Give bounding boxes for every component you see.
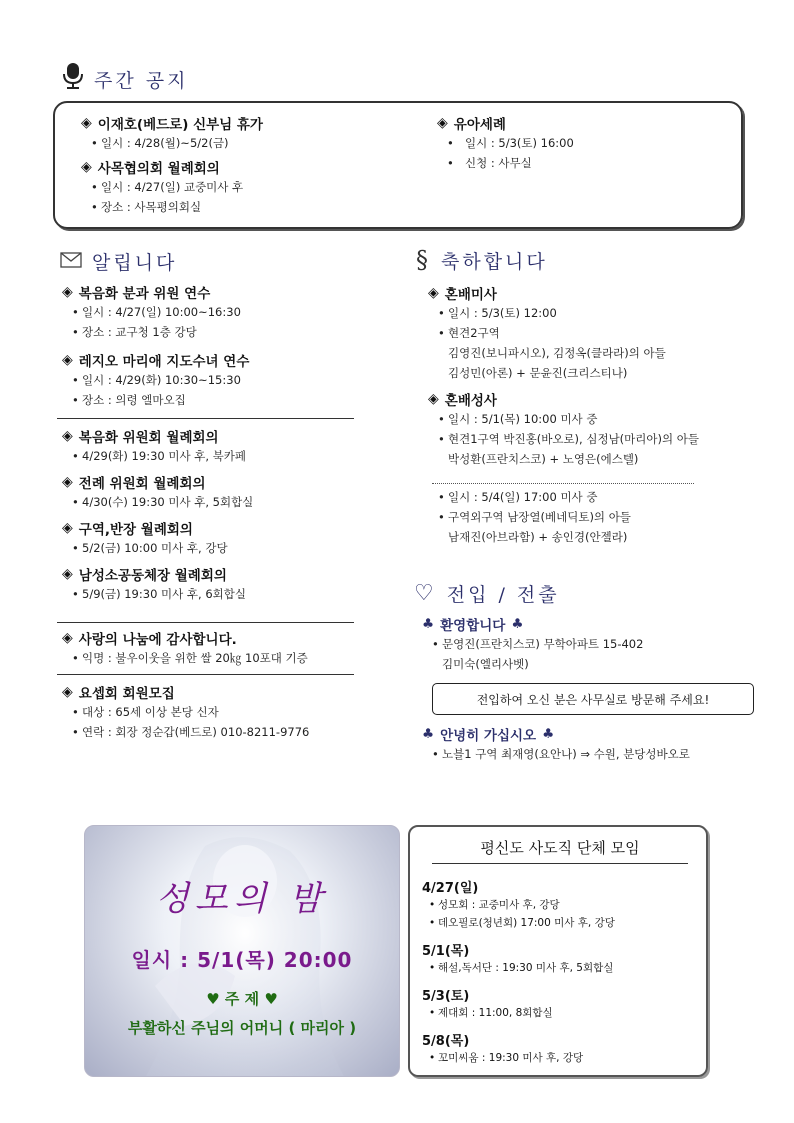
lay-apostolate-title: 평신도 사도직 단체 모임: [432, 837, 688, 864]
diamond-icon: ◈: [62, 630, 73, 646]
announce-heading: ◈ 요셉회 회원모집: [62, 684, 175, 702]
group-date: 5/8(목): [422, 1034, 470, 1049]
notice-heading: ◈ 이재호(베드로) 신부님 휴가: [81, 115, 263, 133]
announcements-group-1: [62, 282, 362, 410]
group-schedule: [422, 873, 702, 1067]
announce-heading: ◈ 레지오 마리애 지도수녀 연수: [62, 352, 250, 370]
group-item: • 해설,독서단 : 19:30 미사 후, 5회합실: [422, 959, 702, 977]
announce-line: • 일시 : 4/27(일) 10:00~16:30: [62, 302, 362, 322]
congrats-line: 김영진(보니파시오), 김정옥(클라라)의 아들: [448, 346, 666, 360]
weekly-notice-box: [53, 101, 743, 229]
wedding-mass: [428, 283, 758, 469]
announce-line: • 대상 : 65세 이상 본당 신자: [62, 702, 372, 722]
move-title: ♡ 전입 / 전출: [414, 581, 560, 606]
announce-heading: ◈ 복음화 위원회 월례회의: [62, 428, 219, 446]
announce-heading: ◈ 전례 위원회 월례회의: [62, 474, 206, 492]
diamond-icon: ◈: [62, 352, 73, 368]
heart-outline-icon: ♡: [414, 581, 437, 606]
congrats-line: • 일시 : 5/3(토) 12:00: [428, 303, 758, 323]
announce-line: • 5/2(금) 10:00 미사 후, 강당: [62, 538, 362, 558]
congrats-line: 김성민(아론) + 문윤진(크리스티나): [448, 366, 628, 380]
notice-line: • 일시 : 5/3(토) 16:00: [437, 133, 727, 153]
announce-heading: ◈ 복음화 분과 위원 연수: [62, 284, 211, 302]
diamond-icon: ◈: [81, 159, 92, 175]
move-farewell: [422, 724, 782, 764]
announce-line: • 익명 : 불우이웃을 위한 쌀 20㎏ 10포대 기증: [62, 648, 372, 668]
announcements-group-2: [62, 426, 362, 604]
diamond-icon: ◈: [428, 391, 439, 407]
club-icon: ♣: [511, 616, 524, 632]
congrats-title: § 축하합니다: [416, 246, 548, 274]
diamond-icon: ◈: [428, 285, 439, 301]
group-date: 5/3(토): [422, 989, 470, 1004]
notice-line: • 일시 : 4/27(일) 교중미사 후: [81, 177, 411, 197]
diamond-icon: ◈: [62, 428, 73, 444]
notice-heading: ◈ 사목협의회 월례회의: [81, 159, 220, 177]
congrats-heading: ◈ 혼배미사: [428, 285, 497, 303]
mary-night-theme: ♥ 주 제 ♥: [206, 990, 278, 1008]
group-date: 5/1(목): [422, 944, 470, 959]
announce-heading: ◈ 사랑의 나눔에 감사합니다.: [62, 630, 237, 648]
group-item: • 꼬미씨움 : 19:30 미사 후, 강당: [422, 1049, 702, 1067]
move-welcome: [422, 614, 762, 674]
club-icon: ♣: [422, 616, 435, 632]
microphone-icon: [62, 62, 84, 96]
notice-line: • 일시 : 4/28(월)~5/2(금): [81, 133, 411, 153]
farewell-heading: ♣ 안녕히 가십시오 ♣: [422, 726, 555, 744]
announce-line: • 4/30(수) 19:30 미사 후, 5회합실: [62, 492, 362, 512]
mary-night-date: 일시 : 5/1(목) 20:00: [131, 948, 353, 972]
announce-line: • 일시 : 4/29(화) 10:30~15:30: [62, 370, 362, 390]
divider: [57, 622, 354, 623]
dotted-divider: [432, 483, 694, 484]
diamond-icon: ◈: [62, 566, 73, 582]
congrats-line: • 현견2구역: [428, 323, 758, 343]
diamond-icon: ◈: [437, 115, 448, 131]
weekly-notice-title: 주간 공지: [62, 62, 188, 96]
divider: [57, 674, 354, 675]
group-date: 4/27(일): [422, 881, 479, 896]
group-item: • 성모회 : 교중미사 후, 강당: [422, 896, 702, 914]
announce-heading: ◈ 구역,반장 월례회의: [62, 520, 193, 538]
mary-night-poster: [84, 825, 400, 1077]
welcome-line: • 문영진(프란치스코) 무학아파트 15-402: [422, 634, 762, 654]
wedding-sacrament-2: [428, 487, 758, 547]
congrats-line: • 구역외구역 남장열(베네딕토)의 아들: [428, 507, 758, 527]
group-item: • 데오필로(청년회) 17:00 미사 후, 강당: [422, 914, 702, 932]
divider: [57, 418, 354, 419]
welcome-heading: ♣ 환영합니다 ♣: [422, 616, 524, 634]
diamond-icon: ◈: [62, 684, 73, 700]
welcome-note: 전입하여 오신 분은 사무실로 방문해 주세요!: [432, 683, 754, 715]
congrats-line: • 일시 : 5/4(일) 17:00 미사 중: [428, 487, 758, 507]
announce-line: • 연락 : 회장 정순갑(베드로) 010-8211-9776: [62, 722, 372, 742]
lay-apostolate-box: [408, 825, 708, 1077]
club-icon: ♣: [422, 726, 435, 742]
notice-line: • 장소 : 사목평의회실: [81, 197, 411, 217]
farewell-line: • 노블1 구역 최재영(요안나) ⇒ 수원, 분당성바오로: [422, 744, 782, 764]
congrats-line: 박성환(프란치스코) + 노영은(에스텔): [448, 452, 639, 466]
congrats-line: 남재진(아브라함) + 송인경(안젤라): [448, 530, 628, 544]
congrats-line: • 현견1구역 박진홍(바오로), 심정남(마리아)의 아들: [428, 429, 758, 449]
announce-heading: ◈ 남성소공동체장 월례회의: [62, 566, 227, 584]
club-icon: ♣: [542, 726, 555, 742]
announce-line: • 5/9(금) 19:30 미사 후, 6회합실: [62, 584, 362, 604]
mary-night-subject: 부활하신 주님의 어머니 ( 마리아 ): [127, 1019, 357, 1037]
diamond-icon: ◈: [62, 520, 73, 536]
envelope-icon: [60, 249, 82, 274]
congrats-heading: ◈ 혼배성사: [428, 391, 497, 409]
notice-heading: ◈ 유아세례: [437, 115, 506, 133]
diamond-icon: ◈: [81, 115, 92, 131]
notice-line: • 신청 : 사무실: [437, 153, 727, 173]
announce-line: • 장소 : 교구청 1층 강당: [62, 322, 362, 342]
mary-night-title: 성모의 밤: [155, 879, 329, 919]
welcome-line: 김미숙(엘리사벳): [442, 657, 529, 671]
announcements-group-3: [62, 628, 372, 668]
group-item: • 제대회 : 11:00, 8회합실: [422, 1004, 702, 1022]
section-icon: §: [416, 246, 431, 274]
announce-line: • 4/29(화) 19:30 미사 후, 북카페: [62, 446, 362, 466]
announcements-title: 알립니다: [60, 248, 177, 275]
congrats-line: • 일시 : 5/1(목) 10:00 미사 중: [428, 409, 758, 429]
announcements-group-4: [62, 682, 372, 742]
diamond-icon: ◈: [62, 284, 73, 300]
diamond-icon: ◈: [62, 474, 73, 490]
announce-line: • 장소 : 의령 엘마오집: [62, 390, 362, 410]
